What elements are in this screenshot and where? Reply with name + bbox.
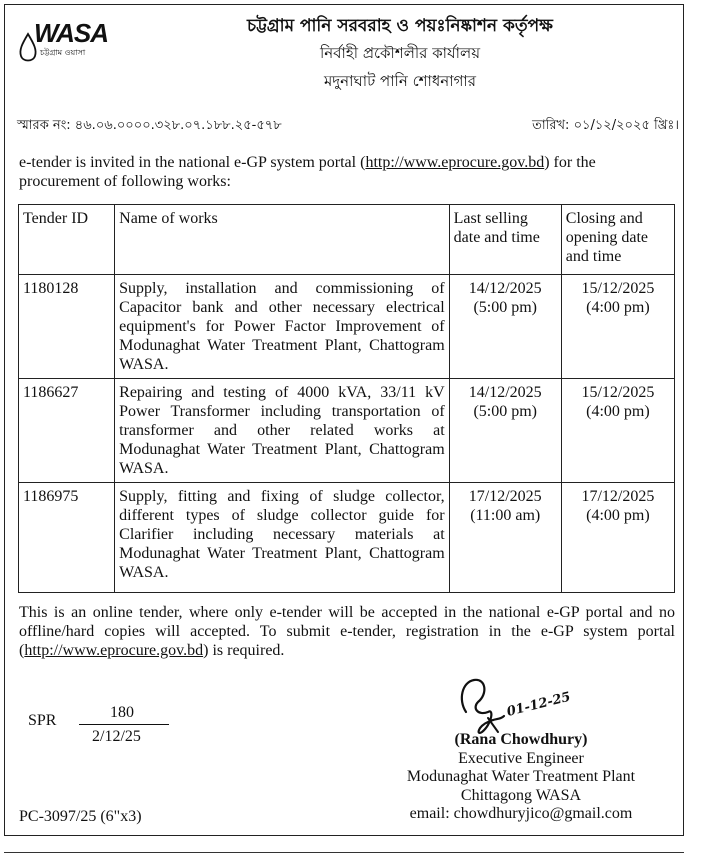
last-selling-cell <box>449 483 561 593</box>
intro-link[interactable]: http://www.eprocure.gov.bd <box>365 154 545 171</box>
note-text-before: This is an online tender, where only e-tender will be accepted in the national e-GP portal and no offline/hard copies will accepted. To submit e-tender, registration in the e-GP system portal ( <box>19 604 675 659</box>
intro-text-after: ) for the procurement of following works: <box>19 154 596 190</box>
memo-ref: স্মারক নং: ৪৬.০৬.০০০০.৩২৮.০৭.১৮৮.২৫-৫৭৮ <box>17 118 282 133</box>
header-name-of-works: Name of works <box>115 205 450 275</box>
tender-id: 1180128 <box>19 275 115 379</box>
table-row <box>19 483 675 593</box>
pc-code: PC-3097/25 (6"x3) <box>19 808 142 825</box>
closing-date: 15/12/2025 <box>581 384 655 401</box>
closing-time: (4:00 pm) <box>586 507 650 524</box>
spr-label: SPR <box>28 712 57 729</box>
logo-subtext: চট্টগ্রাম ওয়াসা <box>40 48 86 57</box>
table-row <box>19 275 675 379</box>
last-selling-cell <box>449 379 561 483</box>
bottom-divider <box>4 852 684 853</box>
last-selling-time: (11:00 am) <box>470 507 541 524</box>
note-text-after: ) is required. <box>203 642 285 659</box>
closing-cell <box>561 275 674 379</box>
closing-date: 15/12/2025 <box>581 280 655 297</box>
work-name: Repairing and testing of 4000 kVA, 33/11 kV Power Transformer including transportation of transformer and other related works at Modunaghat Water Treatment Plant, Chattogram WASA. <box>115 379 450 483</box>
office-name: নির্বাহী প্রকৌশলীর কার্যালয় <box>319 44 481 62</box>
intro-paragraph <box>19 153 679 191</box>
last-selling-date: 17/12/2025 <box>468 488 542 505</box>
work-name: Supply, fitting and fixing of sludge collector, different types of sludge collector guide for Clarifier including necessary materials at Modunaghat Water Treatment Plant, Chattogram WASA. <box>115 483 450 593</box>
closing-time: (4:00 pm) <box>586 403 650 420</box>
logo-wordmark: WASA <box>34 18 108 48</box>
closing-cell <box>561 483 674 593</box>
closing-date: 17/12/2025 <box>581 488 655 505</box>
signature-date: 01-12-25 <box>505 689 573 720</box>
tender-table <box>18 204 675 593</box>
intro-text-before: e-tender is invited in the national e-GP system portal ( <box>19 154 366 171</box>
org-name: চট্টগ্রাম পানি সরবরাহ ও পয়ঃনিষ্কাশন কর্তৃপক্ষ <box>247 16 553 36</box>
signatory-plant: Modunaghat Water Treatment Plant <box>406 768 636 785</box>
last-selling-time: (5:00 pm) <box>473 299 537 316</box>
signatory-title: Executive Engineer <box>458 749 584 767</box>
submission-note <box>19 603 675 660</box>
table-header-row <box>19 205 675 275</box>
signatory-email[interactable]: email: chowdhuryjico@gmail.com <box>409 805 633 822</box>
closing-cell <box>561 379 674 483</box>
note-link[interactable]: http://www.eprocure.gov.bd <box>24 642 204 659</box>
memo-date: তারিখ: ০১/১২/২০২৫ খ্রিঃ। <box>532 118 679 133</box>
spr-date: 2/12/25 <box>92 728 141 745</box>
header-tender-id: Tender ID <box>19 205 115 275</box>
tender-id: 1186627 <box>19 379 115 483</box>
work-name: Supply, installation and commissioning of Capacitor bank and other necessary electrical equipment's for Power Factor Improvement of Modunaghat Water Treatment Plant, Chattogram WASA. <box>115 275 450 379</box>
header-last-selling: Last selling date and time <box>449 205 561 275</box>
last-selling-time: (5:00 pm) <box>473 403 537 420</box>
signature-block <box>360 731 682 824</box>
last-selling-cell <box>449 275 561 379</box>
last-selling-date: 14/12/2025 <box>468 384 542 401</box>
last-selling-date: 14/12/2025 <box>468 280 542 297</box>
signatory-org: Chittagong WASA <box>460 786 582 804</box>
spr-fraction-line <box>79 724 169 725</box>
spr-number: 180 <box>110 704 134 721</box>
header-closing-opening: Closing and opening date and time <box>561 205 674 275</box>
signatory-name: (Rana Chowdhury) <box>454 731 588 748</box>
plant-name: মদুনাঘাট পানি শোধনাগার <box>323 72 477 90</box>
table-row <box>19 379 675 483</box>
tender-id: 1186975 <box>19 483 115 593</box>
closing-time: (4:00 pm) <box>586 299 650 316</box>
